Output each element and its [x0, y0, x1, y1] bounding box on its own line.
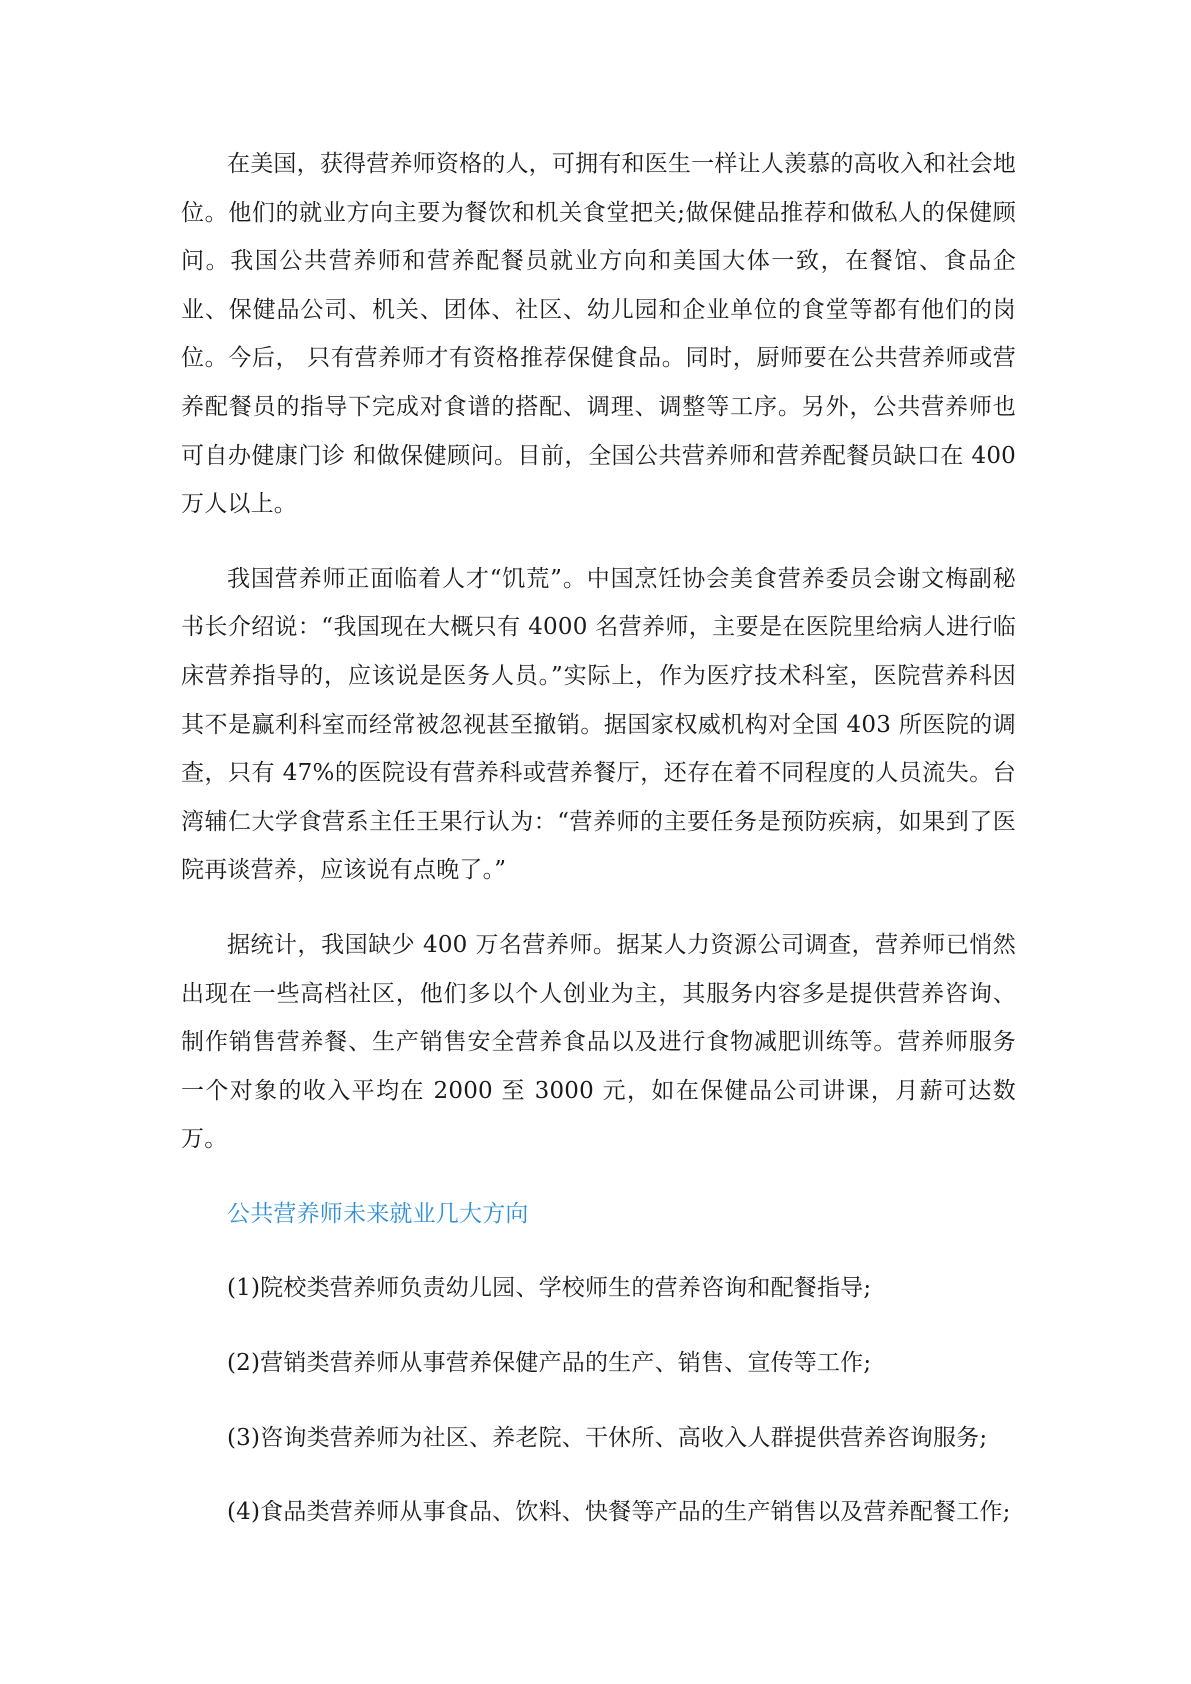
- section-heading: 公共营养师未来就业几大方向: [227, 1200, 529, 1227]
- list-item: (3)咨询类营养师为社区、养老院、干休所、高收入人群提供营养咨询服务;: [227, 1424, 988, 1451]
- list-item: (1)院校类营养师负责幼儿园、学校师生的营养咨询和配餐指导;: [227, 1275, 872, 1302]
- paragraph-statistics: 据统计，我国缺少 400 万名营养师。据某人力资源公司调查，营养师已悄然出现在一些高档社区，他们多以个人创业为主，其服务内容多是提供营养咨询、制作销售营养餐、生产销售安全营养食品以及进行食物减肥训练等。营养师服务一个对象的收入平均在 2000 至 3000 元，如在保健品公司讲课，月薪可达数万。: [181, 931, 1016, 1153]
- paragraph-talent-shortage: 我国营养师正面临着人才“饥荒”。中国烹饪协会美食营养委员会谢文梅副秘书长介绍说：“我国现在大概只有 4000 名营养师，主要是在医院里给病人进行临床营养指导的，应该说是医务人员。”实际上，作为医疗技术科室，医院营养科因其不是赢利科室而经常被忽视甚至撤销。据国家权威机构对全国 403 所医院的调查，只有 47%的医院设有营养科或营养餐厅，还存在着不同程度的人员流失。台湾辅仁大学食营系主任王果行认为：“营养师的主要任务是预防疾病，如果到了医院再谈营养，应该说有点晚了。”: [181, 565, 1016, 884]
- document-body: [181, 140, 1016, 1563]
- paragraph-us-nutritionist-status: 在美国，获得营养师资格的人，可拥有和医生一样让人羡慕的高收入和社会地位。他们的就业方向主要为餐饮和机关食堂把关;做保健品推荐和做私人的保健顾问。我国公共营养师和营养配餐员就业方向和美国大体一致，在餐馆、食品企业、保健品公司、机关、团体、社区、幼儿园和企业单位的食堂等都有他们的岗位。今后， 只有营养师才有资格推荐保健食品。同时，厨师要在公共营养师或营养配餐员的指导下完成对食谱的搭配、调理、调整等工序。另外，公共营养师也可自办健康门诊 和做保健顾问。目前，全国公共营养师和营养配餐员缺口在 400 万人以上。: [181, 151, 1016, 518]
- list-item: (4)食品类营养师从事食品、饮料、快餐等产品的生产销售以及营养配餐工作;: [227, 1499, 1011, 1526]
- list-item: (2)营销类营养师从事营养保健产品的生产、销售、宣传等工作;: [227, 1350, 872, 1377]
